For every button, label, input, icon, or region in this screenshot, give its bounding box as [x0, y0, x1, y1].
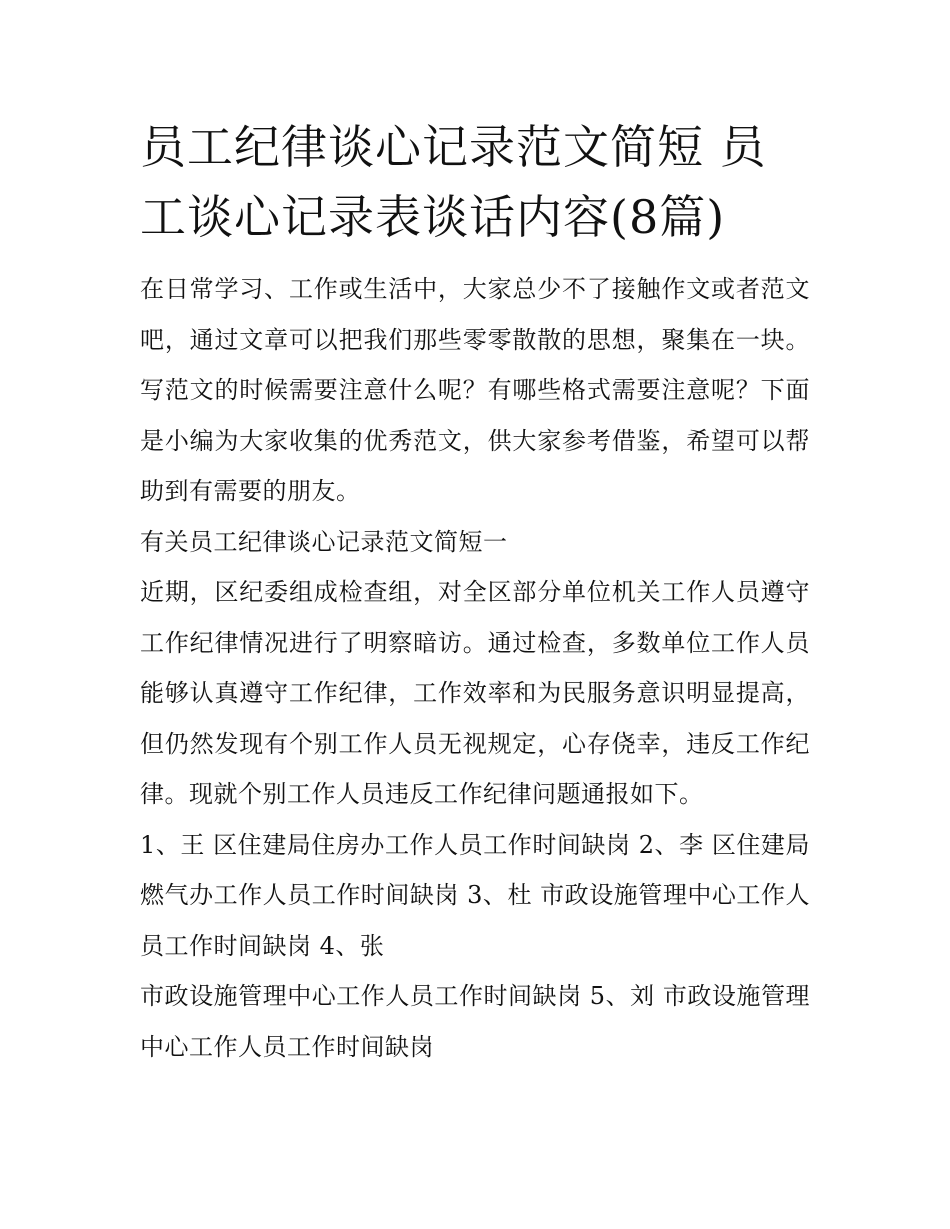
intro-paragraph: 在日常学习、工作或生活中，大家总少不了接触作文或者范文吧，通过文章可以把我们那些零零散散的思想，聚集在一块。写范文的时候需要注意什么呢？有哪些格式需要注意呢？下面是小编为大家收集的优秀范文，供大家参考借鉴，希望可以帮助到有需要的朋友。 [140, 275, 810, 505]
list-paragraph-continued: 市政设施管理中心工作人员工作时间缺岗 5、刘 市政设施管理中心工作人员工作时间缺岗 [140, 982, 810, 1061]
list-paragraph: 1、王 区住建局住房办工作人员工作时间缺岗 2、李 区住建局燃气办工作人员工作时间缺岗 3、杜 市政设施管理中心工作人员工作时间缺岗 4、张 [140, 830, 810, 960]
body-paragraph: 近期，区纪委组成检查组，对全区部分单位机关工作人员遵守工作纪律情况进行了明察暗访。通过检查，多数单位工作人员能够认真遵守工作纪律，工作效率和为民服务意识明显提高，但仍然发现有个别工作人员无视规定，心存侥幸，违反工作纪律。现就个别工作人员违反工作纪律问题通报如下。 [140, 578, 810, 808]
document-title: 员工纪律谈心记录范文简短 员工谈心记录表谈话内容(8篇) [140, 120, 767, 244]
section-heading: 有关员工纪律谈心记录范文简短一 [140, 527, 508, 556]
